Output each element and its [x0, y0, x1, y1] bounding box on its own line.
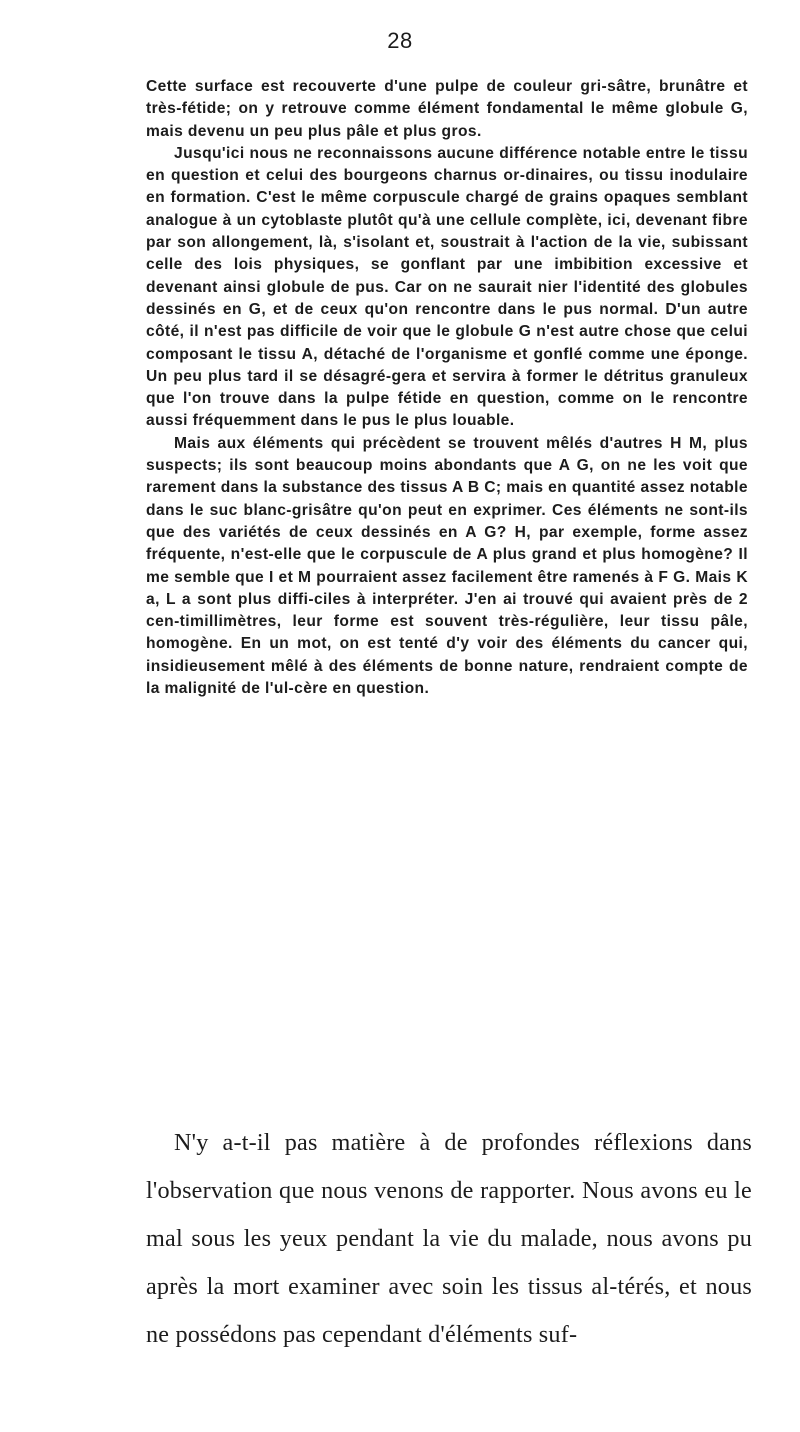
page-number: 28 — [387, 28, 413, 53]
paragraph-reflexions: N'y a-t-il pas matière à de profondes réflexions dans l'observation que nous venons de rapporter. Nous avons eu le mal sous les yeux pendant la vie du malade, nous avons pu après la mort examiner avec soin les tissus al-térés, et nous ne possédons pas cependant d'éléments suf- — [146, 1129, 752, 1349]
paragraph-tissu-comparison: Jusqu'ici nous ne reconnaissons aucune différence notable entre le tissu en question et celui des bourgeons charnus or-dinaires, ou tissu inodulaire en formation. C'est le même corpuscule chargé de grains opaques semblant analogue à un cytoblaste plutôt qu'à une cellule complète, ici, devenant fibre par son allongement, là, s'isolant et, soustrait à l'action de la vie, subissant celle des lois physiques, se gonflant par une imbibition excessive et devenant ainsi globule de pus. Car on ne saurait nier l'identité des globules dessinés en G, et de ceux qu'on rencontre dans le pus normal. D'un autre côté, il n'est pas difficile de voir que le globule G n'est autre chose que celui composant le tissu A, détaché de l'organisme et gonflé comme une éponge. Un peu plus tard il se désagré-gera et servira à former le détritus granuleux que l'on trouve dans la pulpe fétide en question, comme on le rencontre aussi fréquemment dans le pus le plus louable. — [146, 144, 748, 430]
paragraph-pulpe-surface: Cette surface est recouverte d'une pulpe de couleur gri-sâtre, brunâtre et très-fétide; on y retrouve comme élément fondamental le même globule G, mais devenu un peu plus pâle et plus gros. — [146, 78, 748, 140]
small-print-body — [146, 76, 748, 700]
paragraph-suspect-elements: Mais aux éléments qui précèdent se trouvent mêlés d'autres H M, plus suspects; ils sont beaucoup moins abondants que A G, on ne les voit que rarement dans la substance des tissus A B C; mais en quantité assez notable dans le suc blanc-grisâtre qu'on peut en exprimer. Ces éléments ne sont-ils que des variétés de ceux dessinés en A G? H, par exemple, forme assez fréquente, n'est-elle que le corpuscule de A plus grand et plus homogène? Il me semble que I et M pourraient assez facilement être ramenés à F G. Mais K a, L a sont plus diffi-ciles à interpréter. J'en ai trouvé qui avaient près de 2 cen-timillimètres, leur forme est souvent très-régulière, leur tissu pâle, homogène. En un mot, on est tenté d'y voir des éléments du cancer qui, insidieusement mêlé à des éléments de bonne nature, rendraient compte de la malignité de l'ul-cère en question. — [146, 434, 748, 698]
large-print-body — [146, 1119, 752, 1359]
